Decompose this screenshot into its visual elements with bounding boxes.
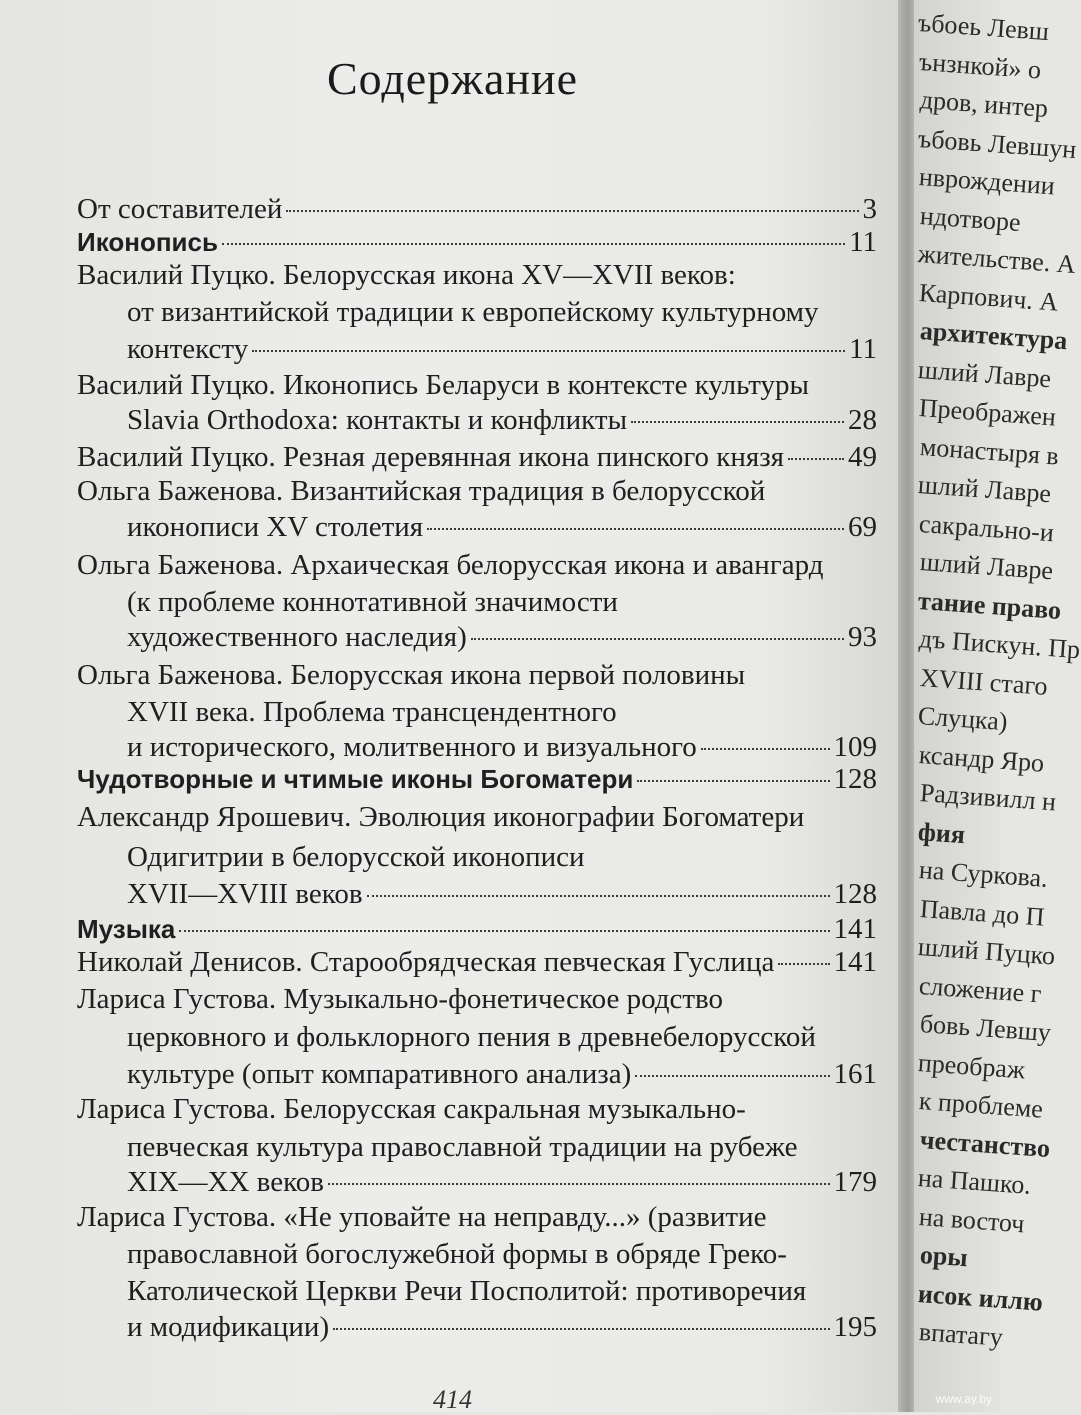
next-page-text-fragment: ъбоеь Левш [917, 8, 1050, 47]
toc-entry-line [127, 730, 877, 764]
next-page-text-fragment: дъ Пискун. Пр [918, 624, 1081, 665]
toc-entry-text: XVII века. Проблема трансцендентного [127, 696, 617, 728]
next-page-text-fragment: Слуцка) [917, 701, 1009, 737]
toc-entry-text: и исторического, молитвенного и визуального [127, 731, 697, 763]
next-page-text-fragment: шлий Лавре [917, 354, 1053, 393]
next-page-text-fragment: фия [917, 816, 966, 849]
dot-leader [778, 963, 829, 965]
dot-leader [701, 748, 830, 750]
toc-entry-text: Александр Ярошевич. Эволюция иконографии Богоматери [77, 801, 805, 833]
toc-entry-text: церковного и фольклорного пения в древнебелорусской [127, 1021, 816, 1053]
toc-entry-line [77, 800, 804, 834]
toc-entry-text: (к проблеме коннотативной значимости [127, 586, 618, 618]
dot-leader [788, 458, 844, 460]
toc-entry-line [127, 1057, 877, 1091]
next-page-text-fragment: ънзнкой» о [918, 46, 1043, 84]
toc-entry-text: Одигитрии в белорусской иконописи [127, 841, 585, 873]
toc-entry-line [77, 192, 877, 226]
toc-entry-line [77, 982, 723, 1016]
dot-leader [222, 243, 845, 245]
next-page-text-fragment: сложение г [918, 970, 1043, 1009]
next-page-text-fragment: к проблеме [918, 1086, 1044, 1124]
dot-leader [367, 895, 830, 897]
toc-entry-line [77, 658, 745, 692]
next-page-text-fragment: бовь Левшу [919, 1009, 1052, 1048]
toc-entry-text: Иконопись [77, 227, 218, 257]
toc-page-number: 69 [848, 511, 877, 543]
page-number: 414 [433, 1385, 472, 1414]
toc-entry-line [127, 1274, 806, 1308]
toc-entry-line [127, 510, 877, 544]
next-page-text-fragment: оры [919, 1240, 969, 1273]
toc-entry-line [127, 295, 819, 329]
toc-page-number: 28 [848, 404, 877, 436]
next-page-text-fragment: тание право [917, 585, 1063, 625]
toc-page-number: 195 [833, 1311, 877, 1343]
book-page-right-edge [914, 0, 1081, 1412]
toc-entry-line [127, 1310, 877, 1344]
watermark: www.ay.by [935, 1392, 992, 1406]
toc-page-number: 93 [848, 621, 877, 653]
dot-leader [471, 638, 844, 640]
next-page-text-fragment: Карпович. А [918, 277, 1060, 317]
next-page-text-fragment: ъбовь Левшун [917, 123, 1078, 164]
toc-page-number: 3 [862, 193, 877, 225]
toc-entry-text: Католической Церкви Речи Посполитой: противоречия [127, 1275, 807, 1307]
toc-page-number: 11 [849, 333, 877, 365]
toc-page-number: 141 [833, 913, 877, 945]
toc-entry-line [77, 1200, 767, 1234]
toc-page-number: 161 [833, 1058, 877, 1090]
toc-entry-text: Ольга Баженова. Архаическая белорусская икона и авангард [77, 549, 824, 581]
dot-leader [333, 1328, 829, 1330]
toc-entry-line [77, 440, 877, 474]
toc-entry-text: Лариса Густова. Белорусская сакральная музыкально- [77, 1093, 746, 1125]
toc-entry-text: Лариса Густова. Музыкально-фонетическое родство [77, 983, 724, 1015]
toc-entry-text: Василий Пуцко. Иконопись Беларуси в контексте культуры [77, 369, 809, 401]
dot-leader [328, 1183, 830, 1185]
toc-page-number: 109 [833, 731, 877, 763]
next-page-text-fragment: преображ [917, 1047, 1026, 1084]
dot-leader [179, 930, 829, 932]
next-page-text-fragment: на Суркова. [918, 855, 1049, 893]
next-page-text-fragment: ксандр Яро [918, 739, 1046, 778]
toc-entry-line [77, 548, 823, 582]
next-page-text-fragment: исок иллю [917, 1278, 1044, 1317]
toc-page-number: 128 [833, 763, 877, 795]
next-page-text-fragment: дров, интер [919, 85, 1049, 123]
toc-entry-text: Василий Пуцко. Белорусская икона XV—XVII веков: [77, 259, 736, 291]
toc-entry-text: и модификации) [127, 1311, 330, 1343]
toc-entry-text: Ольга Баженова. Белорусская икона первой половины [77, 659, 746, 691]
next-page-text-fragment: нврождении [918, 162, 1056, 201]
toc-entry-line [77, 474, 765, 508]
toc-page-number: 11 [849, 226, 877, 258]
next-page-text-fragment: шлий Лавре [917, 470, 1053, 509]
toc-page-number: 179 [833, 1166, 877, 1198]
next-page-text-fragment: сакрально-и [918, 508, 1055, 547]
next-page-text-fragment: впатагу [918, 1317, 1004, 1352]
next-page-text-fragment: Павла до П [919, 893, 1046, 932]
next-page-text-fragment: жительстве. А [917, 239, 1077, 279]
page-title: Содержание [326, 53, 579, 104]
toc-entry-line [127, 403, 877, 437]
toc-entry-line [127, 1165, 877, 1199]
toc-entry-text: художественного наследия) [127, 621, 467, 653]
toc-entry-line [127, 840, 585, 874]
next-page-text-fragment: XVIII стаго [919, 662, 1049, 701]
toc-entry-line [127, 1237, 787, 1271]
toc-entry-line [127, 1130, 797, 1164]
toc-entry-line [127, 585, 618, 619]
toc-page-number: 141 [833, 946, 877, 978]
dot-leader [635, 1075, 829, 1077]
toc-entry-line [77, 368, 809, 402]
toc-entry-text: Slavia Orthodoxa: контакты и конфликты [127, 404, 628, 436]
next-page-text-fragment: на Пашко. [917, 1163, 1032, 1200]
toc-entry-text: православной богослужебной формы в обряде Греко- [127, 1238, 787, 1270]
toc-entry-line [77, 258, 736, 292]
dot-leader [286, 210, 858, 212]
toc-entry-line [127, 877, 877, 911]
toc-entry-text: XIX—XX веков [127, 1166, 324, 1198]
next-page-text-fragment: шлий Пуцко [917, 932, 1057, 971]
toc-section-heading [77, 225, 877, 259]
dot-leader [631, 421, 844, 423]
next-page-text-fragment: честанство [919, 1124, 1052, 1163]
toc-entry-text: XVII—XVIII веков [127, 878, 363, 910]
toc-entry-text: от византийской традиции к европейскому культурному [127, 296, 819, 328]
toc-entry-text: иконописи XV столетия [127, 511, 424, 543]
toc-entry-text: Лариса Густова. «Не уповайте на неправду...» (развитие [77, 1201, 767, 1233]
next-page-text-fragment: Преображен [918, 393, 1057, 432]
toc-section-heading [77, 762, 877, 796]
next-page-text-fragment: ндотворе [919, 200, 1022, 237]
toc-entry-text: контексту [127, 333, 249, 365]
toc-entry-line [127, 1020, 816, 1054]
next-page-text-fragment: шлий Лавре [919, 547, 1055, 586]
toc-entry-text: Музыка [77, 914, 176, 944]
next-page-text-fragment: архитектура [919, 316, 1069, 356]
toc-entry-text: культуре (опыт компаративного анализа) [127, 1058, 632, 1090]
toc-entry-line [127, 332, 877, 366]
toc-entry-text: Николай Денисов. Старообрядческая певческая Гуслица [77, 946, 775, 978]
toc-entry-line [77, 945, 877, 979]
toc-entry-text: Василий Пуцко. Резная деревянная икона пинского князя [77, 441, 784, 473]
toc-entry-line [77, 1092, 746, 1126]
toc-page-number: 128 [833, 878, 877, 910]
toc-entry-text: Ольга Баженова. Византийская традиция в белорусской [77, 475, 766, 507]
dot-leader [252, 350, 845, 352]
next-page-text-fragment: монастыря в [919, 431, 1060, 471]
dot-leader [427, 528, 844, 530]
toc-page-number: 49 [848, 441, 877, 473]
toc-entry-text: От составителей [77, 193, 283, 225]
toc-entry-text: певческая культура православной традиции на рубеже [127, 1131, 798, 1163]
next-page-text-fragment: Радзивилл н [919, 778, 1058, 817]
toc-entry-line [127, 695, 617, 729]
next-page-text-fragment: на восточ [918, 1201, 1026, 1238]
dot-leader [637, 780, 829, 782]
toc-section-heading [77, 912, 877, 946]
toc-entry-line [127, 620, 877, 654]
toc-entry-text: Чудотворные и чтимые иконы Богоматери [77, 764, 634, 794]
